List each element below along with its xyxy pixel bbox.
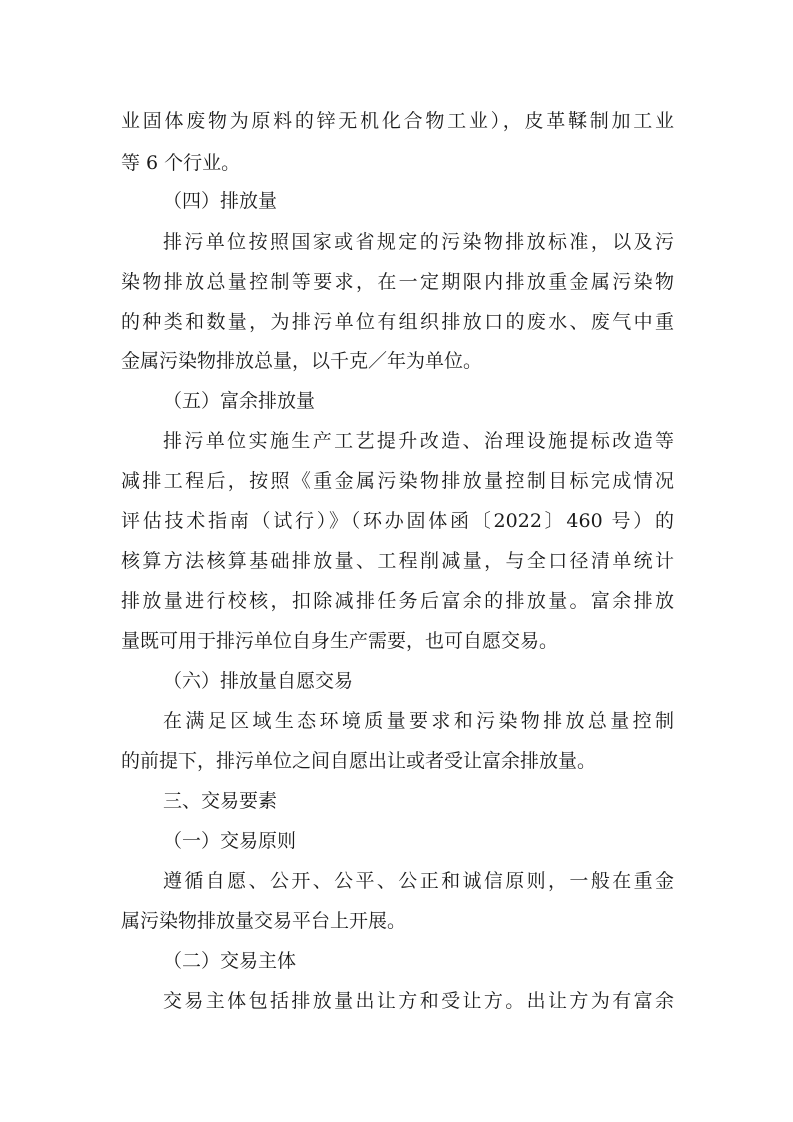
section-heading: （二）交易主体 (163, 950, 297, 972)
text-line: 评估技术指南（试行）》（环办固体函〔2022〕460 号）的 (121, 510, 674, 532)
text-line: 量既可用于排污单位自身生产需要，也可自愿交易。 (121, 630, 559, 652)
section-heading: （五）富余排放量 (163, 390, 316, 412)
section-heading: （四）排放量 (163, 190, 278, 212)
text-line: 的种类和数量，为排污单位有组织排放口的废水、废气中重 (121, 311, 674, 333)
text-line: 排污单位实施生产工艺提升改造、治理设施提标改造等 (163, 430, 674, 452)
text-line: 减排工程后，按照《重金属污染物排放量控制目标完成情况 (121, 470, 674, 492)
text-line: 染物排放总量控制等要求，在一定期限内排放重金属污染物 (121, 271, 674, 293)
section-heading: （一）交易原则 (163, 830, 297, 852)
section-heading: 三、交易要素 (163, 790, 278, 812)
text-line: 排污单位按照国家或省规定的污染物排放标准，以及污 (163, 231, 674, 253)
text-line: 遵循自愿、公开、公平、公正和诚信原则，一般在重金 (163, 870, 674, 892)
text-line: 的前提下，排污单位之间自愿出让或者受让富余排放量。 (121, 750, 597, 772)
text-line: 等 6 个行业。 (121, 152, 241, 174)
text-line: 交易主体包括排放量出让方和受让方。出让方为有富余 (163, 990, 674, 1012)
text-line: 排放量进行校核，扣除减排任务后富余的排放量。富余排放 (121, 590, 674, 612)
text-line: 在满足区域生态环境质量要求和污染物排放总量控制 (163, 710, 674, 732)
text-line: 金属污染物排放总量，以千克／年为单位。 (121, 350, 483, 372)
text-line: 核算方法核算基础排放量、工程削减量，与全口径清单统计 (121, 550, 674, 572)
text-line: 业固体废物为原料的锌无机化合物工业），皮革鞣制加工业 (121, 110, 674, 132)
text-line: 属污染物排放量交易平台上开展。 (121, 910, 407, 932)
section-heading: （六）排放量自愿交易 (163, 670, 354, 692)
